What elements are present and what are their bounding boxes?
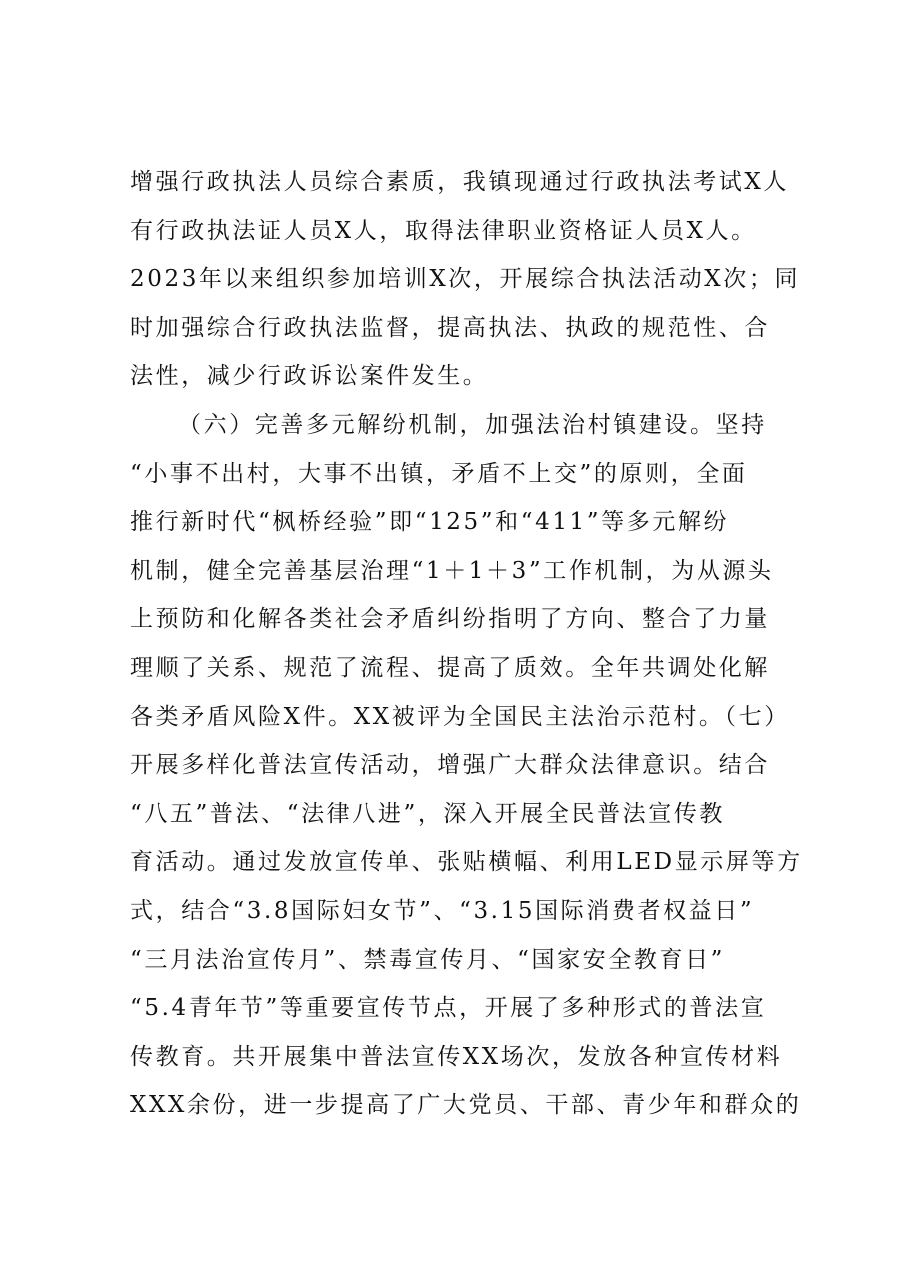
text-line: 机制，健全完善基层治理“1＋1＋3”工作机制，为从源头: [130, 557, 774, 584]
text-line: 有行政执法证人员X人，取得法律职业资格证人员X人。: [130, 217, 757, 244]
text-line: 法性，减少行政诉讼案件发生。: [130, 363, 489, 390]
text-line: XXX余份，进一步提高了广大党员、干部、青少年和群众的: [130, 1092, 802, 1119]
text-line: “小事不出村，大事不出镇，矛盾不上交”的原则，全面: [130, 460, 748, 487]
text-line: 育活动。通过发放宣传单、张贴横幅、利用LED显示屏等方: [130, 849, 803, 876]
text-line: 开展多样化普法宣传活动，增强广大群众法律意识。结合: [130, 752, 770, 779]
text-line: 增强行政执法人员综合素质，我镇现通过行政执法考试X人: [130, 169, 789, 195]
text-line: 理顺了关系、规范了流程、提高了质效。全年共调处化解: [130, 654, 770, 681]
text-line: “八五”普法、“法律八进”，深入开展全民普法宣传教: [130, 800, 726, 827]
text-line: 上预防和化解各类社会矛盾纠纷指明了方向、整合了力量: [130, 606, 770, 633]
text-line: “三月法治宣传月”、禁毒宣传月、“国家安全教育日”: [130, 946, 726, 973]
text-line: “5.4青年节”等重要宣传节点，开展了多种形式的普法宣: [130, 995, 767, 1022]
text-line: 2023年以来组织参加培训X次，开展综合执法活动X次；同: [130, 266, 801, 293]
text-line: 推行新时代“枫桥经验”即“125”和“411”等多元解纷: [130, 509, 730, 536]
text-line: 式，结合“3.8国际妇女节”、“3.15国际消费者权益日”: [130, 897, 755, 924]
text-line: 时加强综合行政执法监督，提高执法、执政的规范性、合: [130, 314, 770, 341]
text-line: 各类矛盾风险X件。XX被评为全国民主法治示范村。（七）: [130, 703, 790, 730]
text-line: 传教育。共开展集中普法宣传XX场次，发放各种宣传材料: [130, 1043, 783, 1070]
body-text: [130, 158, 810, 1130]
section-heading-line: （六）完善多元解纷机制，加强法治村镇建设。坚持: [178, 411, 767, 438]
